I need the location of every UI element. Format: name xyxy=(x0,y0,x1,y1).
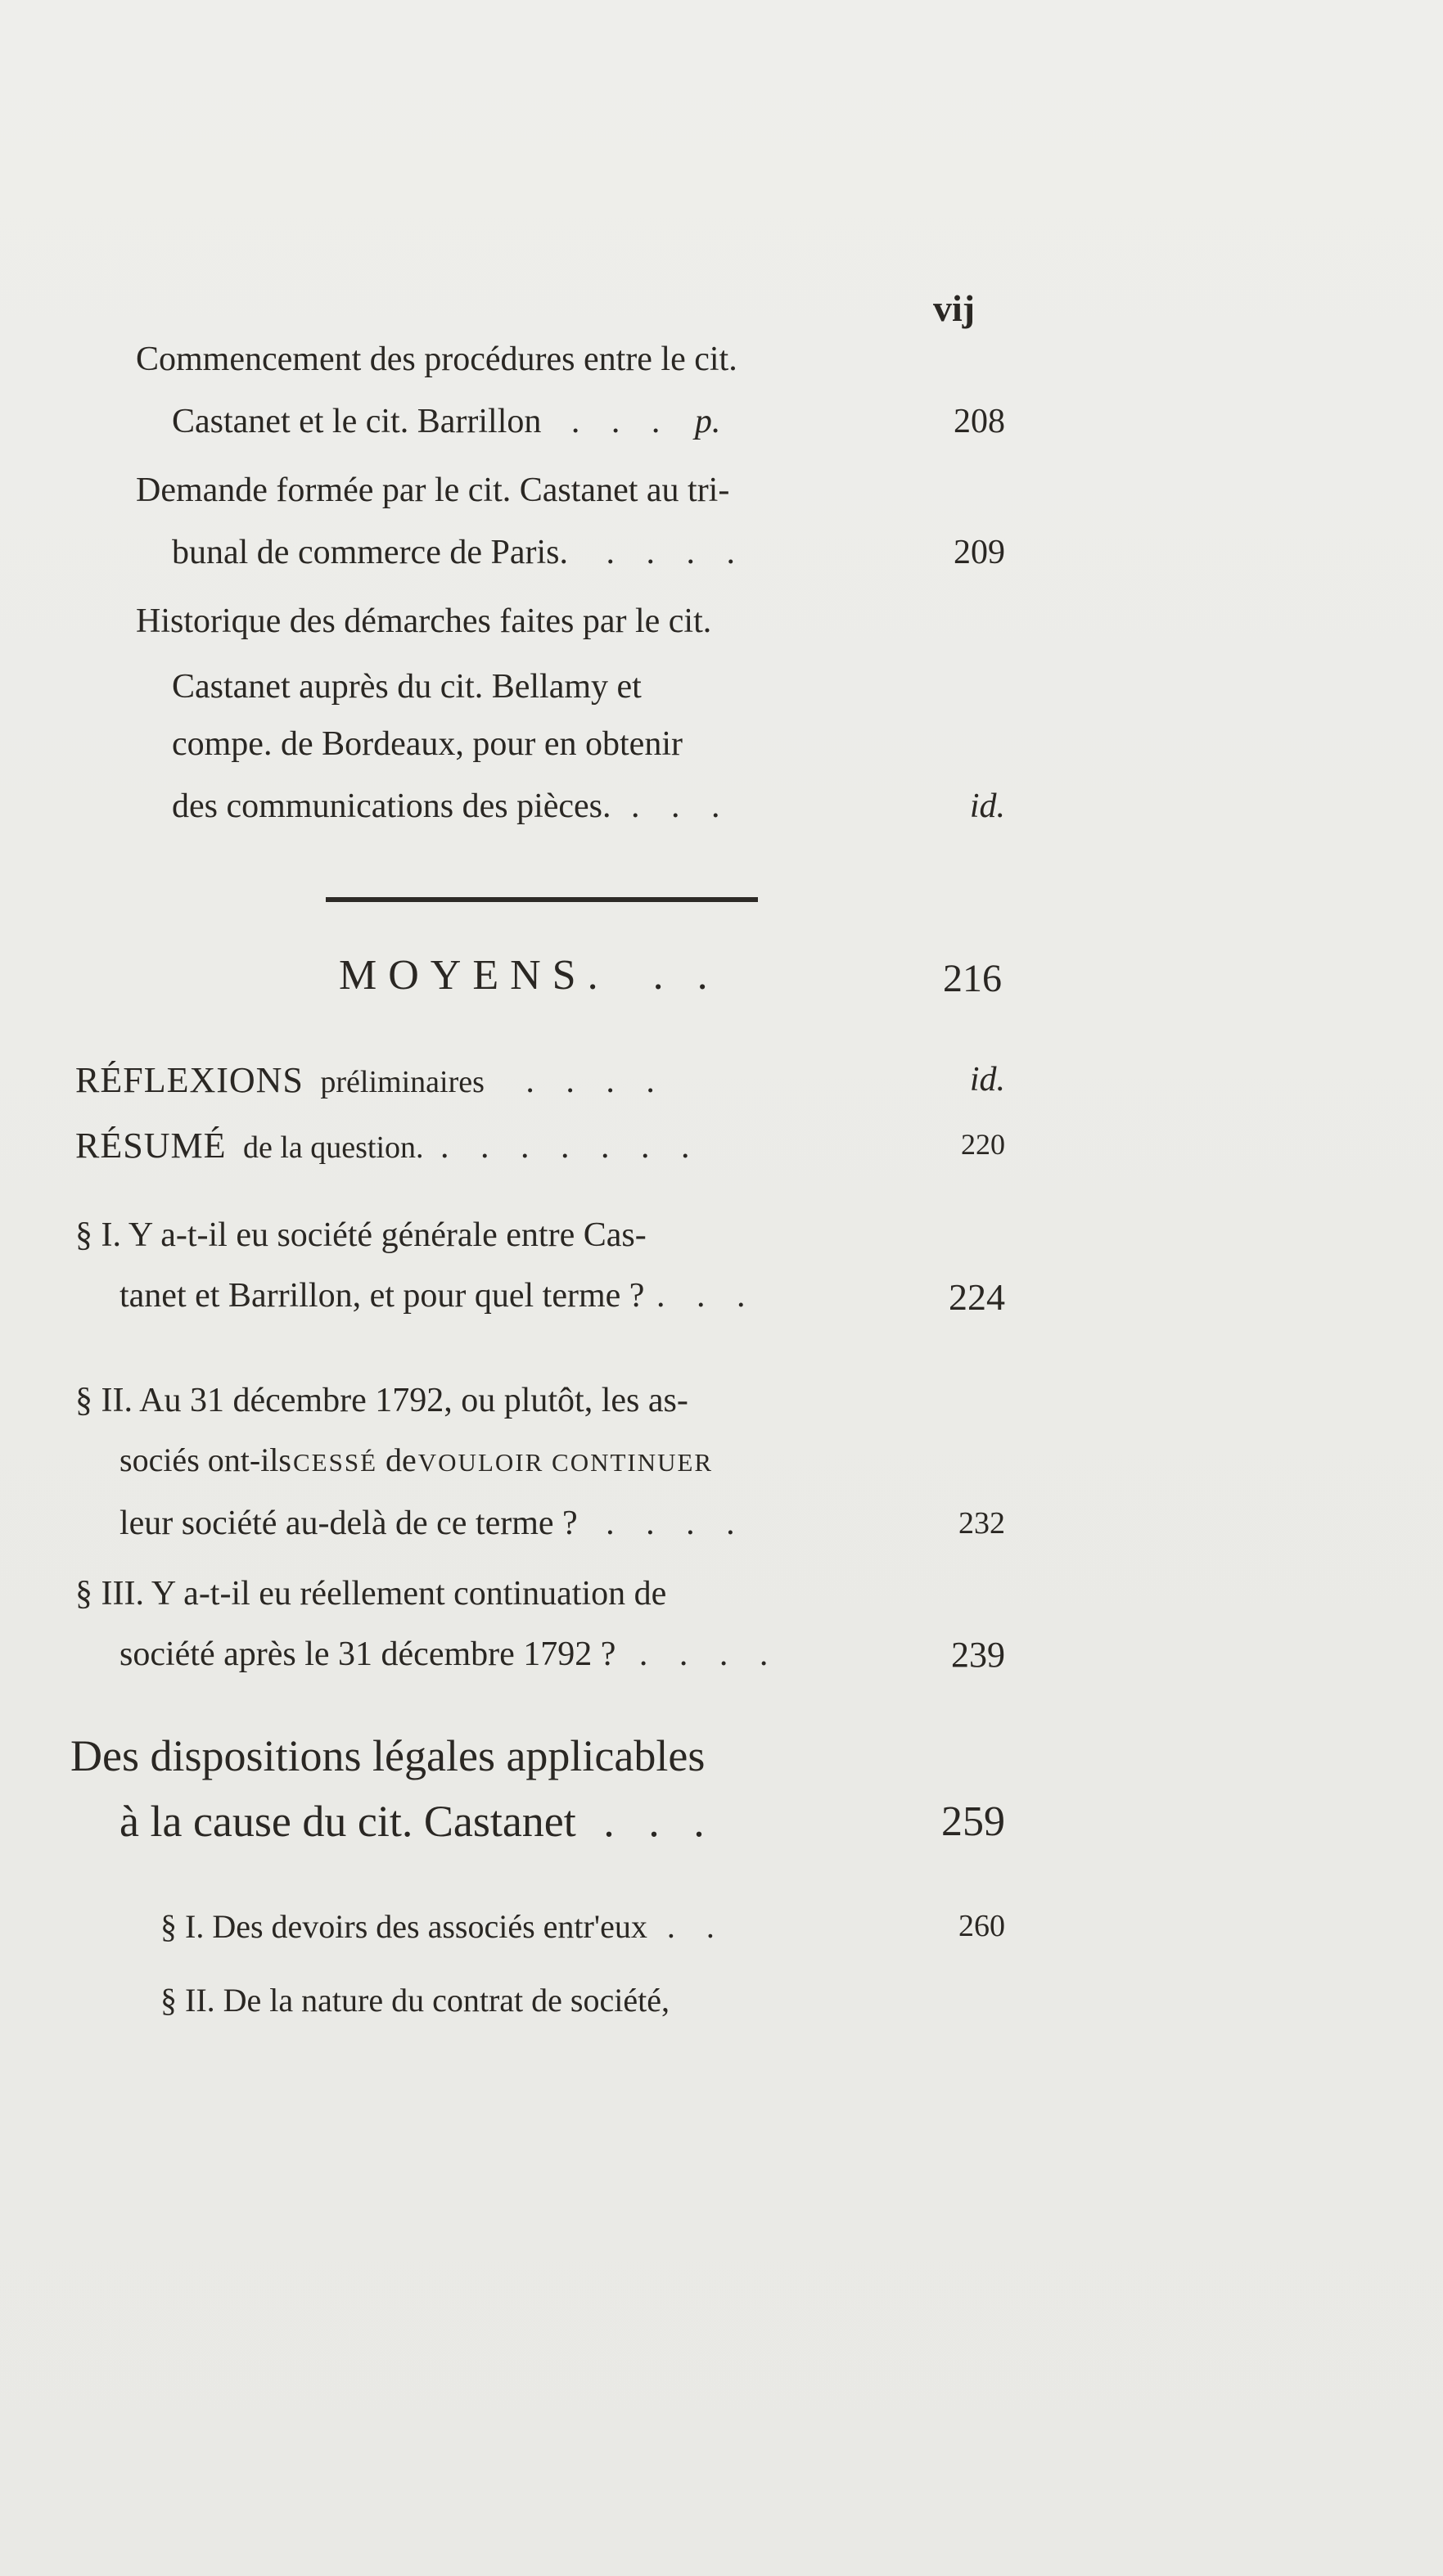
section-2-text-b: de xyxy=(386,1441,417,1478)
section-3-line1: § III. Y a-t-il eu réellement continuation de xyxy=(75,1575,667,1613)
dot-leader: . . . . xyxy=(638,1635,780,1673)
resume-text: de la question. xyxy=(242,1130,424,1165)
toc-entry-demande-page: 209 xyxy=(954,534,1005,571)
section-2-vouloir: VOULOIR CONTINUER xyxy=(417,1448,714,1477)
dispositions-line2 xyxy=(119,1797,716,1846)
section-divider xyxy=(326,897,758,902)
reflexions-line xyxy=(75,1062,666,1099)
sub-section-2-line: § II. De la nature du contrat de société, xyxy=(160,1982,670,2019)
dispositions-text: à la cause du cit. Castanet xyxy=(119,1797,576,1846)
toc-entry-historique-line4 xyxy=(172,789,732,823)
dot-leader: . . . . . . . xyxy=(440,1128,701,1166)
section-2-line3 xyxy=(119,1506,746,1541)
section-3-page: 239 xyxy=(951,1635,1005,1675)
dot-leader: . . . xyxy=(656,1277,757,1315)
section-1-line1: § I. Y a-t-il eu société générale entre Cas- xyxy=(75,1216,647,1254)
dispositions-line1: Des dispositions légales applicables xyxy=(70,1731,706,1780)
moyens-page: 216 xyxy=(943,957,1002,1000)
dot-leader: . . xyxy=(666,1908,726,1945)
section-1-text: tanet et Barrillon, et pour quel terme ? xyxy=(119,1277,645,1315)
page-prefix: p. xyxy=(694,403,721,440)
toc-entry-procedures-line1: Commencement des procédures entre le cit. xyxy=(136,341,737,378)
reflexions-head: RÉFLEXIONS xyxy=(75,1060,304,1100)
section-2-page: 232 xyxy=(958,1506,1005,1541)
dispositions-page: 259 xyxy=(941,1798,1005,1845)
toc-entry-historique-line1: Historique des démarches faites par le cit. xyxy=(136,602,712,640)
section-2-line1: § II. Au 31 décembre 1792, ou plutôt, les as- xyxy=(75,1382,688,1419)
dot-leader: . . . xyxy=(603,1797,716,1846)
resume-page: 220 xyxy=(961,1128,1005,1161)
resume-head: RÉSUMÉ xyxy=(75,1126,227,1166)
dot-leader: . . . . xyxy=(525,1062,666,1100)
dot-leader: . . . xyxy=(570,403,672,440)
dot-leader: . . . . xyxy=(606,534,746,571)
sub-section-1-page: 260 xyxy=(958,1909,1005,1943)
dot-leader: . . xyxy=(652,952,719,999)
moyens-heading xyxy=(339,954,719,997)
toc-entry-historique-line2: Castanet auprès du cit. Bellamy et xyxy=(172,668,642,706)
toc-entry-historique-text: des communications des pièces. xyxy=(172,787,611,825)
page-number: vij xyxy=(933,287,976,329)
toc-entry-demande-line2 xyxy=(172,535,746,570)
section-2-line2 xyxy=(119,1441,714,1478)
section-2-text-a: sociés ont-ils xyxy=(119,1441,291,1478)
toc-entry-demande-line1: Demande formée par le cit. Castanet au tri- xyxy=(136,471,730,509)
section-2-cesse: CESSÉ xyxy=(292,1448,378,1477)
toc-entry-demande-text: bunal de commerce de Paris. xyxy=(172,534,568,571)
reflexions-text: préliminaires xyxy=(320,1065,485,1099)
dot-leader: . . . xyxy=(631,787,732,825)
section-1-line2 xyxy=(119,1279,756,1313)
section-3-text: société après le 31 décembre 1792 ? xyxy=(119,1635,616,1673)
sub-section-1-line xyxy=(160,1908,726,1945)
reflexions-page: id. xyxy=(969,1061,1005,1099)
section-1-page: 224 xyxy=(949,1276,1005,1318)
section-3-line2 xyxy=(119,1637,779,1671)
toc-entry-procedures-line2 xyxy=(172,404,720,439)
toc-entry-procedures-text: Castanet et le cit. Barrillon xyxy=(172,403,542,440)
sub-section-1-text: § I. Des devoirs des associés entr'eux xyxy=(160,1908,647,1945)
toc-entry-historique-line3: compe. de Bordeaux, pour en obtenir xyxy=(172,725,683,763)
toc-entry-procedures-page: 208 xyxy=(954,403,1005,440)
toc-entry-historique-page: id. xyxy=(969,787,1005,825)
resume-line xyxy=(75,1128,701,1164)
dot-leader: . . . . xyxy=(606,1505,746,1542)
moyens-title: MOYENS. xyxy=(339,952,610,999)
section-2-text-c: leur société au-delà de ce terme ? xyxy=(119,1505,578,1542)
